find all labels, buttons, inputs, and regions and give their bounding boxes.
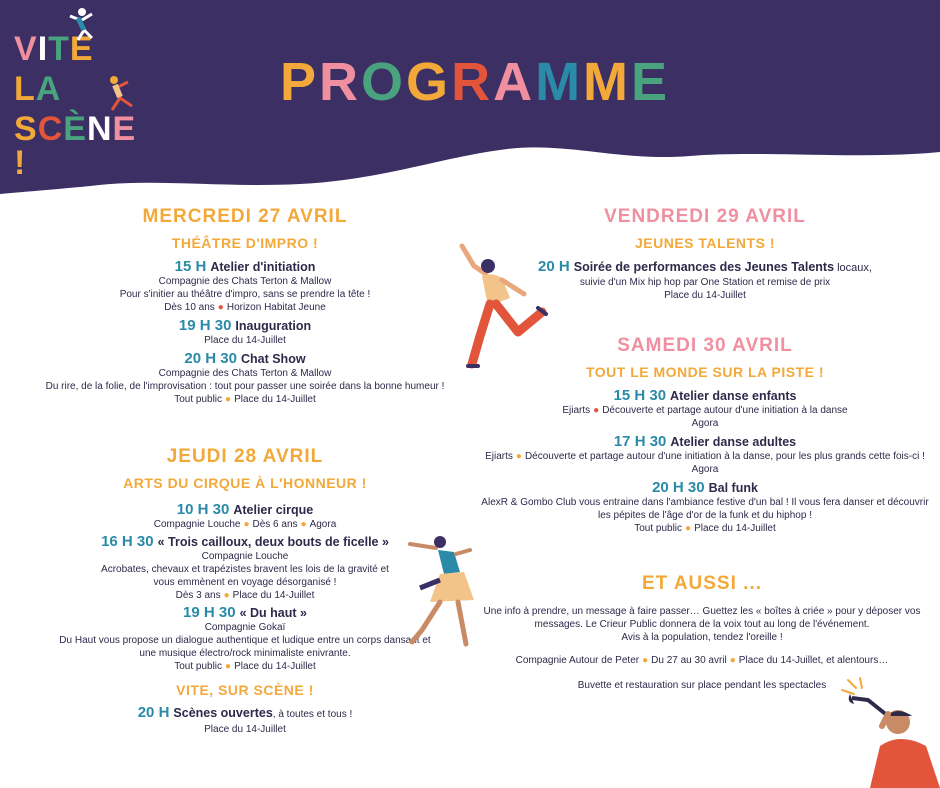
dancing-man-illustration xyxy=(452,236,557,376)
event-time: 19 H 30 xyxy=(183,604,236,621)
day-heading: JEUDI 28 AVRIL xyxy=(166,446,324,467)
event-detail: une musique électro/rock minimaliste enivrante. xyxy=(139,648,351,659)
event-time: 15 H 30 xyxy=(613,387,667,404)
event-venue: Place du 14-Juillet xyxy=(204,335,286,346)
event-audience: Dès 3 ans xyxy=(175,590,221,601)
day-theme: THÉÂTRE D'IMPRO ! xyxy=(171,235,319,251)
event-venue: Place du 14-Juillet xyxy=(204,724,286,735)
event-detail: Compagnie des Chats Terton & Mallow xyxy=(158,368,332,379)
day-heading: VENDREDI 29 AVRIL xyxy=(604,206,806,227)
event-detail: Compagnie des Chats Terton & Mallow xyxy=(158,276,332,287)
logo-line-3: SCÈNE ! xyxy=(14,110,137,182)
event: 20 H 30 Bal funk AlexR & Gombo Club vous entraine dans l'ambiance festive d'un bal ! Il vous fera danser et découvrir les pépites de l'âge d'or de la funk et du hiphop ! Tout public ● Place du 14-Juillet xyxy=(475,480,935,535)
event: 10 H 30 Atelier cirque Compagnie Louche ● Dès 6 ans ● Agora xyxy=(153,501,337,530)
event-detail: Du rire, de la folie, de l'improvisation : tout pour passer une soirée dans la bonne humeur ! xyxy=(45,381,445,392)
event-title: Atelier danse enfants xyxy=(670,389,797,403)
also-venue: Place du 14-Juillet, et alentours… xyxy=(738,655,889,666)
day-theme: JEUNES TALENTS ! xyxy=(635,235,775,251)
event-title: Inauguration xyxy=(235,319,312,333)
logo-line-1: VITE xyxy=(14,30,94,68)
event xyxy=(20,705,470,736)
event-title-rest: locaux, xyxy=(834,262,872,274)
event-title: « Du haut » xyxy=(239,606,307,620)
event: 19 H 30 « Du haut » Compagnie Gokaï Du Haut vous propose un dialogue authentique et ludique entre un corps dansant et une musique électro/rock minimaliste enivrante. Tout public ● Place du 14-Juillet xyxy=(20,605,470,673)
also-dates: Du 27 au 30 avril xyxy=(651,655,727,666)
event-venue: Place du 14-Juillet xyxy=(234,661,316,672)
event-company: Ejiarts xyxy=(485,451,513,462)
event-detail: Découverte et partage autour d'une initiation à la danse xyxy=(602,405,848,416)
event-audience: Dès 10 ans xyxy=(164,302,215,313)
event-time: 15 H xyxy=(174,258,207,275)
event-venue: Place du 14-Juillet xyxy=(664,290,746,301)
acrobat-figure-illustration xyxy=(60,4,100,44)
event-company: Compagnie Louche xyxy=(153,519,241,530)
event-title: Scènes ouvertes xyxy=(173,706,273,720)
event-detail: Compagnie Gokaï xyxy=(204,622,286,633)
event-detail: Pour s'initier au théâtre d'impro, sans se prendre la tête ! xyxy=(119,289,371,300)
day-theme: ARTS DU CIRQUE À L'HONNEUR ! xyxy=(123,475,367,491)
event-time: 20 H xyxy=(137,704,170,721)
event-title: Atelier d'initiation xyxy=(210,260,316,274)
event-time: 20 H 30 xyxy=(652,479,705,496)
event-time: 20 H xyxy=(538,258,570,275)
event-detail: Du Haut vous propose un dialogue authentique et ludique entre un corps dansant et xyxy=(59,635,431,646)
also-text: messages. Le Crieur Public donnera de la voix tout au long de l'événement. xyxy=(534,619,870,630)
event-time: 10 H 30 xyxy=(176,501,230,518)
also-refreshments: Buvette et restauration sur place pendant les spectacles xyxy=(577,680,827,691)
trumpet-player-illustration xyxy=(840,676,940,788)
logo-line-2: LA xyxy=(14,70,62,108)
event-title-rest: , à toutes et tous ! xyxy=(272,709,353,720)
event-detail: Acrobates, chevaux et trapézistes bravent les lois de la gravité et xyxy=(101,564,389,575)
event: 16 H 30 « Trois cailloux, deux bouts de ficelle » Compagnie Louche Acrobates, chevaux et trapézistes bravent les lois de la gravité et vous emmènent en voyage désorganisé ! Dès 3 ans ● Place du 14-Juillet xyxy=(20,534,470,602)
day-theme: VITE, SUR SCÈNE ! xyxy=(176,682,314,698)
also-text: Avis à la population, tendez l'oreille ! xyxy=(621,632,783,643)
day-heading xyxy=(20,206,470,228)
event-audience: Tout public xyxy=(634,523,683,534)
event: 15 H 30 Atelier danse enfants Ejiarts ● Découverte et partage autour d'une initiation à la danse Agora xyxy=(475,388,935,430)
also-text: Une info à prendre, un message à faire passer… Guettez les « boîtes à criée » pour y déposer vos xyxy=(483,606,921,617)
event-company: Ejiarts xyxy=(562,405,591,416)
event: 20 H 30 Chat Show Compagnie des Chats Terton & Mallow Du rire, de la folie, de l'improvisation : tout pour passer une soirée dans la bonne humeur ! Tout public ● Place du 14-Juillet xyxy=(20,351,470,406)
also-section: ET AUSSI ... Une info à prendre, un message à faire passer… Guettez les « boîtes à criée » pour y déposer vos messages. Le Crieur Public donnera de la voix tout au long de l'événement. Avis à la population, tendez l'oreille ! Compagnie Autour de Peter ● Du 27 au 30 avril ● Place du 14-Juillet, et alentours… Buvette et restauration sur place pendant les spectacles xyxy=(468,573,936,692)
event-time: 16 H 30 xyxy=(101,533,154,550)
event-detail: suivie d'un Mix hip hop par One Station et remise de prix xyxy=(579,277,831,288)
event-title: « Trois cailloux, deux bouts de ficelle » xyxy=(157,535,389,549)
day-label: MERCREDI 27 AVRIL xyxy=(142,206,348,227)
wednesday-section xyxy=(20,206,470,406)
event: 17 H 30 Atelier danse adultes Ejiarts ● Découverte et partage autour d'une initiation à la danse, pour les plus grands cette fois-ci ! Agora xyxy=(475,434,935,476)
also-heading: ET AUSSI ... xyxy=(641,573,763,594)
also-company: Compagnie Autour de Peter xyxy=(515,655,640,666)
jumping-figure-illustration xyxy=(100,70,140,116)
event-detail: Découverte et partage autour d'une initiation à la danse, pour les plus grands cette fois-ci ! xyxy=(524,451,925,462)
event-detail: AlexR & Gombo Club vous entraine dans l'ambiance festive d'un bal ! Il vous fera danser et découvrir xyxy=(481,497,929,508)
event-audience: Tout public xyxy=(174,394,223,405)
page-title: PROGRAMME xyxy=(280,52,671,112)
event-audience: Dès 6 ans xyxy=(252,519,298,530)
event-title: Bal funk xyxy=(708,481,758,495)
event-detail: les pépites de l'âge d'or de la funk et du hiphop ! xyxy=(598,510,812,521)
event-venue: Place du 14-Juillet xyxy=(232,590,315,601)
event-venue: Place du 14-Juillet xyxy=(234,394,316,405)
event-time: 19 H 30 xyxy=(178,317,232,334)
day-theme: TOUT LE MONDE SUR LA PISTE ! xyxy=(585,364,824,380)
event-title: Atelier danse adultes xyxy=(670,435,797,449)
event-venue: Place du 14-Juillet xyxy=(694,523,776,534)
event-venue: Agora xyxy=(691,464,719,475)
event-time: 20 H 30 xyxy=(184,350,237,367)
event-audience: Tout public xyxy=(174,661,223,672)
event-title: Chat Show xyxy=(240,352,306,366)
event-detail: vous emmènent en voyage désorganisé ! xyxy=(153,577,337,588)
event-venue: Agora xyxy=(691,418,719,429)
event-venue: Horizon Habitat Jeune xyxy=(226,302,326,313)
event-title: Atelier cirque xyxy=(233,503,314,517)
event-time: 17 H 30 xyxy=(613,433,667,450)
event-detail: Compagnie Louche xyxy=(201,551,289,562)
event: 15 H Atelier d'initiation Compagnie des Chats Terton & Mallow Pour s'initier au théâtre d'impro, sans se prendre la tête ! Dès 10 ans ● Horizon Habitat Jeune xyxy=(20,259,470,314)
event xyxy=(20,318,470,347)
event-venue: Agora xyxy=(309,519,337,530)
day-heading: SAMEDI 30 AVRIL xyxy=(617,335,793,356)
dancing-woman-illustration xyxy=(400,530,490,650)
event-title: Soirée de performances des Jeunes Talents xyxy=(573,260,835,274)
